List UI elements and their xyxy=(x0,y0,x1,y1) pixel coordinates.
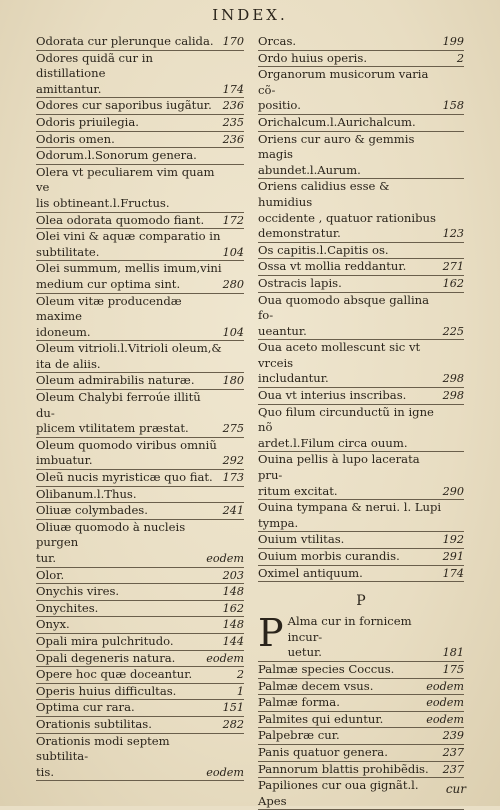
index-entry xyxy=(36,148,244,165)
index-entry xyxy=(36,51,244,99)
entry-text: Olibanum.l.Thus. xyxy=(36,486,137,501)
entry-text: Os capitis.l.Capitis os. xyxy=(258,242,389,257)
index-entry xyxy=(36,717,244,734)
index-entry xyxy=(36,132,244,149)
entry-text: Palmæ species Coccus. xyxy=(258,661,395,676)
index-entry xyxy=(258,405,464,453)
entry-page-number: 144 xyxy=(222,634,244,648)
entry-text: Palmæ forma. xyxy=(258,695,340,710)
entry-page-number: 104 xyxy=(222,325,244,339)
entry-page-number: 174 xyxy=(442,566,464,580)
entry-text: Alma cur in fornicem incur- uetur. xyxy=(287,614,412,660)
index-entry xyxy=(258,259,464,276)
entry-page-number: eodem xyxy=(426,696,464,710)
p-entries xyxy=(258,662,464,810)
entry-text: Ouina tympana & nerui. l. Lupi tympa. xyxy=(258,500,442,530)
index-entry xyxy=(258,712,464,729)
entry-text: Oleum vitæ producendæ maxime idoneum. xyxy=(36,293,182,339)
entry-page-number: 192 xyxy=(442,533,464,547)
entry-text: Oua quomodo absque gallina fo- ueantur. xyxy=(258,292,430,338)
entry-text: Ossa vt mollia reddantur. xyxy=(258,259,407,274)
index-entry xyxy=(258,388,464,405)
entry-text: Oua vt interius inscribas. xyxy=(258,388,407,403)
entry-text: Odores cur saporibus iugãtur. xyxy=(36,98,212,113)
section-letter-p: P xyxy=(356,593,366,610)
entry-text: Odorum.l.Sonorum genera. xyxy=(36,148,197,163)
entry-page-number: 173 xyxy=(222,471,244,485)
entry-text: Ordo huius operis. xyxy=(258,50,368,65)
entry-text: Olei summum, mellis imum,vini medium cur optima sint. xyxy=(36,261,222,291)
entry-page-number: 170 xyxy=(222,35,244,48)
entry-page-number: 298 xyxy=(442,372,464,386)
entry-page-number: eodem xyxy=(206,552,244,565)
entry-text: Oriens cur auro & gemmis magis abundet.l.Aurum. xyxy=(258,131,415,177)
right-entries xyxy=(258,34,464,582)
index-entry xyxy=(36,601,244,618)
index-entry xyxy=(36,294,244,342)
entry-text: Orcas. xyxy=(258,34,297,48)
entry-page-number: 180 xyxy=(222,374,244,388)
entry-text: Olor. xyxy=(36,567,65,582)
entry-text: Oliuæ quomodo à nucleis purgen tur. xyxy=(36,519,186,565)
index-entry xyxy=(258,549,464,566)
entry-page-number: 2 xyxy=(236,668,244,682)
entry-page-number: 237 xyxy=(442,762,464,776)
index-entry xyxy=(36,229,244,261)
entry-page-number: 292 xyxy=(222,454,244,468)
entry-text: Quo filum circunductũ in igne nõ ardet.l.Filum circa ouum. xyxy=(258,404,434,450)
entry-page-number: 275 xyxy=(222,422,244,436)
index-entry xyxy=(36,667,244,684)
index-entry xyxy=(258,762,464,779)
entry-page-number: 104 xyxy=(222,245,244,259)
index-entry xyxy=(258,115,464,132)
entry-page-number: 199 xyxy=(442,35,464,48)
index-entry xyxy=(36,34,244,51)
index-entry xyxy=(258,566,464,583)
page-header: INDEX. xyxy=(212,6,288,24)
index-entry xyxy=(258,179,464,242)
catchword: cur xyxy=(445,782,466,796)
entry-page-number: eodem xyxy=(206,765,244,779)
index-entry xyxy=(258,340,464,388)
entry-text: Orationis subtilitas. xyxy=(36,716,152,731)
entry-text: Oleum admirabilis naturæ. xyxy=(36,373,195,388)
entry-text: Odores quidã cur in distillatione amittantur. xyxy=(36,50,153,96)
entry-text: Palpebræ cur. xyxy=(258,728,340,743)
entry-page-number: 282 xyxy=(222,717,244,731)
entry-text: Palmites qui eduntur. xyxy=(258,711,384,726)
entry-text: Panis quatuor genera. xyxy=(258,744,388,759)
entry-text: Oua aceto mollescunt sic vt vrceis includantur. xyxy=(258,340,421,386)
entry-text: Palmæ decem vsus. xyxy=(258,678,374,693)
entry-text: Onychis vires. xyxy=(36,584,120,599)
index-entry xyxy=(258,695,464,712)
entry-page-number: 291 xyxy=(442,550,464,563)
entry-text: Ouium vtilitas. xyxy=(258,532,345,547)
entry-text: Oleum Chalybi ferroúe illitũ du- plicem vtilitatem præstat. xyxy=(36,390,201,436)
first-p-entry xyxy=(258,611,464,662)
index-entry xyxy=(258,243,464,260)
index-entry xyxy=(36,115,244,132)
index-entry xyxy=(36,617,244,634)
entry-text: Orichalcum.l.Aurichalcum. xyxy=(258,114,416,129)
index-entry xyxy=(258,532,464,549)
index-entry xyxy=(258,611,464,662)
index-entry xyxy=(36,520,244,568)
entry-text: Oleum vitrioli.l.Vitrioli oleum,& ita de aliis. xyxy=(36,341,222,371)
drop-cap: P xyxy=(258,611,284,656)
entry-page-number: 174 xyxy=(222,82,244,96)
entry-text: Odoris priuilegia. xyxy=(36,114,139,129)
index-entry xyxy=(36,470,244,487)
index-entry xyxy=(36,213,244,230)
entry-page-number: 2 xyxy=(456,51,464,65)
index-entry xyxy=(258,293,464,341)
entry-page-number: eodem xyxy=(426,679,464,693)
entry-page-number: 1 xyxy=(236,684,244,698)
entry-text: Papiliones cur oua gignãt.l. Apes xyxy=(258,778,419,808)
index-entry xyxy=(36,700,244,717)
entry-page-number: 158 xyxy=(442,99,464,113)
index-entry xyxy=(258,745,464,762)
entry-text: Olei vini & aquæ comparatio in subtilitate. xyxy=(36,229,221,259)
entry-text: Optima cur rara. xyxy=(36,700,135,715)
entry-text: Oleũ nucis myristicæ quo fiat. xyxy=(36,470,213,485)
entry-text: Oliuæ colymbades. xyxy=(36,503,148,518)
entry-page-number: 151 xyxy=(222,701,244,715)
index-entry xyxy=(258,276,464,293)
entry-page-number: 203 xyxy=(222,568,244,582)
index-entry xyxy=(36,503,244,520)
entry-text: Odorata cur plerunque calida. xyxy=(36,34,214,48)
index-entry xyxy=(258,728,464,745)
entry-text: Oriens calidius esse & humidius occidente , quatuor rationibus demonstratur. xyxy=(258,179,436,241)
entry-page-number: 181 xyxy=(442,646,464,660)
entry-page-number: 172 xyxy=(222,213,244,227)
index-entry xyxy=(36,373,244,390)
index-entry xyxy=(36,568,244,585)
entry-text: Operis huius difficultas. xyxy=(36,683,177,698)
index-entry xyxy=(258,500,464,532)
index-entry xyxy=(36,487,244,504)
index-entry xyxy=(36,165,244,213)
entry-text: Ouium morbis curandis. xyxy=(258,549,400,563)
entry-text: Oleum quomodo viribus omniũ imbuatur. xyxy=(36,437,217,468)
index-entry xyxy=(36,634,244,651)
entry-page-number: 290 xyxy=(442,484,464,498)
index-entry xyxy=(36,684,244,701)
entry-page-number: 239 xyxy=(442,729,464,743)
entry-page-number: 123 xyxy=(442,227,464,241)
index-entry xyxy=(36,734,244,782)
entry-page-number: 298 xyxy=(442,389,464,403)
entry-page-number: 237 xyxy=(442,745,464,759)
entry-page-number: 148 xyxy=(222,585,244,599)
entry-page-number: 175 xyxy=(442,662,464,676)
right-column xyxy=(258,34,464,810)
index-entry xyxy=(36,98,244,115)
entry-text: Olea odorata quomodo fiant. xyxy=(36,212,205,227)
entry-page-number: 236 xyxy=(222,99,244,113)
entry-page-number: 162 xyxy=(442,276,464,290)
entry-text: Oximel antiquum. xyxy=(258,565,363,580)
entry-text: Ostracis lapis. xyxy=(258,275,342,290)
left-column xyxy=(36,34,244,781)
entry-text: Opali mira pulchritudo. xyxy=(36,633,174,648)
index-entry xyxy=(36,341,244,373)
entry-page-number: 225 xyxy=(442,324,464,338)
index-entry xyxy=(258,34,464,51)
entry-text: Odoris omen. xyxy=(36,131,115,146)
entry-page-number: eodem xyxy=(426,712,464,726)
entry-text: Olera vt peculiarem vim quam ve lis obtineant.l.Fructus. xyxy=(36,164,215,210)
index-entry xyxy=(36,651,244,668)
index-entry xyxy=(36,438,244,470)
index-entry xyxy=(258,778,464,810)
entry-page-number: eodem xyxy=(206,651,244,665)
index-entry xyxy=(36,261,244,293)
entry-page-number: 148 xyxy=(222,618,244,632)
entry-page-number: 241 xyxy=(222,504,244,518)
index-entry xyxy=(258,452,464,500)
entry-text: Organorum musicorum varia cõ- positio. xyxy=(258,67,429,113)
index-entry xyxy=(36,584,244,601)
entry-page-number: 235 xyxy=(222,115,244,129)
entry-text: Opere hoc quæ doceantur. xyxy=(36,667,193,682)
entry-text: Orationis modi septem subtilita- tis. xyxy=(36,733,170,779)
entry-text: Onychites. xyxy=(36,600,99,615)
entry-text: Pannorum blattis prohibẽdis. xyxy=(258,761,429,776)
index-entry xyxy=(36,390,244,438)
index-entry xyxy=(258,679,464,696)
entry-page-number: 162 xyxy=(222,601,244,615)
index-entry xyxy=(258,67,464,115)
entry-page-number: 236 xyxy=(222,132,244,146)
entry-text: Opali degeneris natura. xyxy=(36,650,176,665)
index-entry xyxy=(258,132,464,180)
entry-text: Onyx. xyxy=(36,617,70,632)
entry-page-number: 271 xyxy=(442,260,464,274)
index-entry xyxy=(258,662,464,679)
entry-text: Ouina pellis à lupo lacerata pru- ritum excitat. xyxy=(258,452,420,498)
index-entry xyxy=(258,51,464,68)
entry-page-number: 280 xyxy=(222,277,244,291)
